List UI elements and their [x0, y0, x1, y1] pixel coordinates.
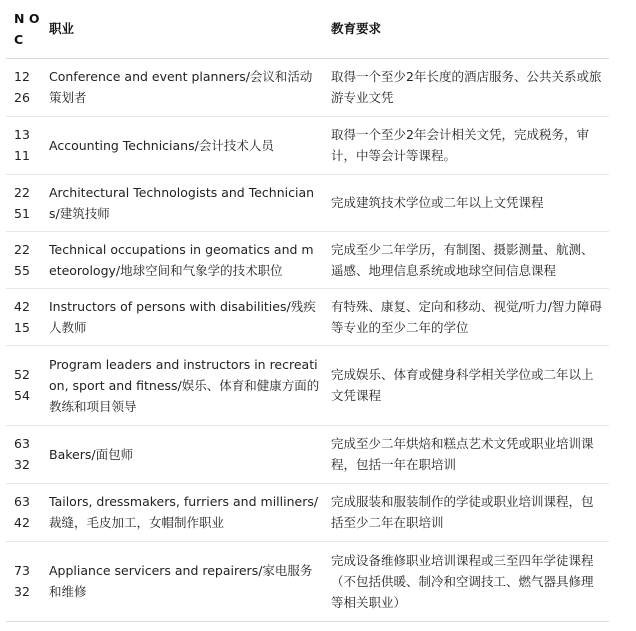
education-cell: 取得一个至少2年会计相关文凭，完成税务，审计，中等会计等课程。 [325, 116, 609, 174]
table-row [6, 425, 609, 483]
education-cell: 完成设备维修职业培训课程或三至四年学徒课程（不包括供暖、制冷和空调技工、燃气器具修理等相关职业） [325, 541, 609, 621]
table-row [6, 174, 609, 231]
table-row [6, 345, 609, 425]
table-row [6, 116, 609, 174]
education-requirements-table [6, 0, 609, 622]
occupation-cell: Technical occupations in geomatics and meteorology/地球空间和气象学的技术职位 [43, 231, 325, 288]
header-education: 教育要求 [325, 0, 609, 58]
occupation-cell: Architectural Technologists and Technicians/建筑技师 [43, 174, 325, 231]
noc-code: 42 15 [6, 288, 43, 345]
noc-code: 52 54 [6, 345, 43, 425]
occupation-cell: Accounting Technicians/会计技术人员 [43, 116, 325, 174]
noc-code: 63 32 [6, 425, 43, 483]
table-row [6, 483, 609, 541]
education-cell: 完成服装和服装制作的学徒或职业培训课程，包括至少二年在职培训 [325, 483, 609, 541]
table-row [6, 288, 609, 345]
noc-code: 22 55 [6, 231, 43, 288]
occupation-cell: Appliance servicers and repairers/家电服务和维修 [43, 541, 325, 621]
table-header-row [6, 0, 609, 58]
noc-code: 73 32 [6, 541, 43, 621]
education-cell: 取得一个至少2年长度的酒店服务、公共关系或旅游专业文凭 [325, 58, 609, 116]
education-cell: 完成至少二年学历，有制图、摄影测量、航测、遥感、地理信息系统或地球空间信息课程 [325, 231, 609, 288]
occupation-cell: Conference and event planners/会议和活动策划者 [43, 58, 325, 116]
education-cell: 完成至少二年烘焙和糕点艺术文凭或职业培训课程，包括一年在职培训 [325, 425, 609, 483]
noc-code: 13 11 [6, 116, 43, 174]
table-row [6, 541, 609, 621]
noc-code: 12 26 [6, 58, 43, 116]
occupation-cell: Tailors, dressmakers, furriers and milliners/裁缝，毛皮加工，女帽制作职业 [43, 483, 325, 541]
occupation-cell: Bakers/面包师 [43, 425, 325, 483]
header-noc: N OC [6, 0, 43, 58]
header-occupation: 职业 [43, 0, 325, 58]
noc-code: 63 42 [6, 483, 43, 541]
table-row [6, 58, 609, 116]
occupation-cell: Program leaders and instructors in recreation, sport and fitness/娱乐、体育和健康方面的教练和项目领导 [43, 345, 325, 425]
noc-code: 22 51 [6, 174, 43, 231]
education-cell: 完成建筑技术学位或二年以上文凭课程 [325, 174, 609, 231]
occupation-cell: Instructors of persons with disabilities/残疾人教师 [43, 288, 325, 345]
table-row [6, 231, 609, 288]
education-cell: 完成娱乐、体育或健身科学相关学位或二年以上文凭课程 [325, 345, 609, 425]
education-cell: 有特殊、康复、定向和移动、视觉/听力/智力障碍等专业的至少二年的学位 [325, 288, 609, 345]
